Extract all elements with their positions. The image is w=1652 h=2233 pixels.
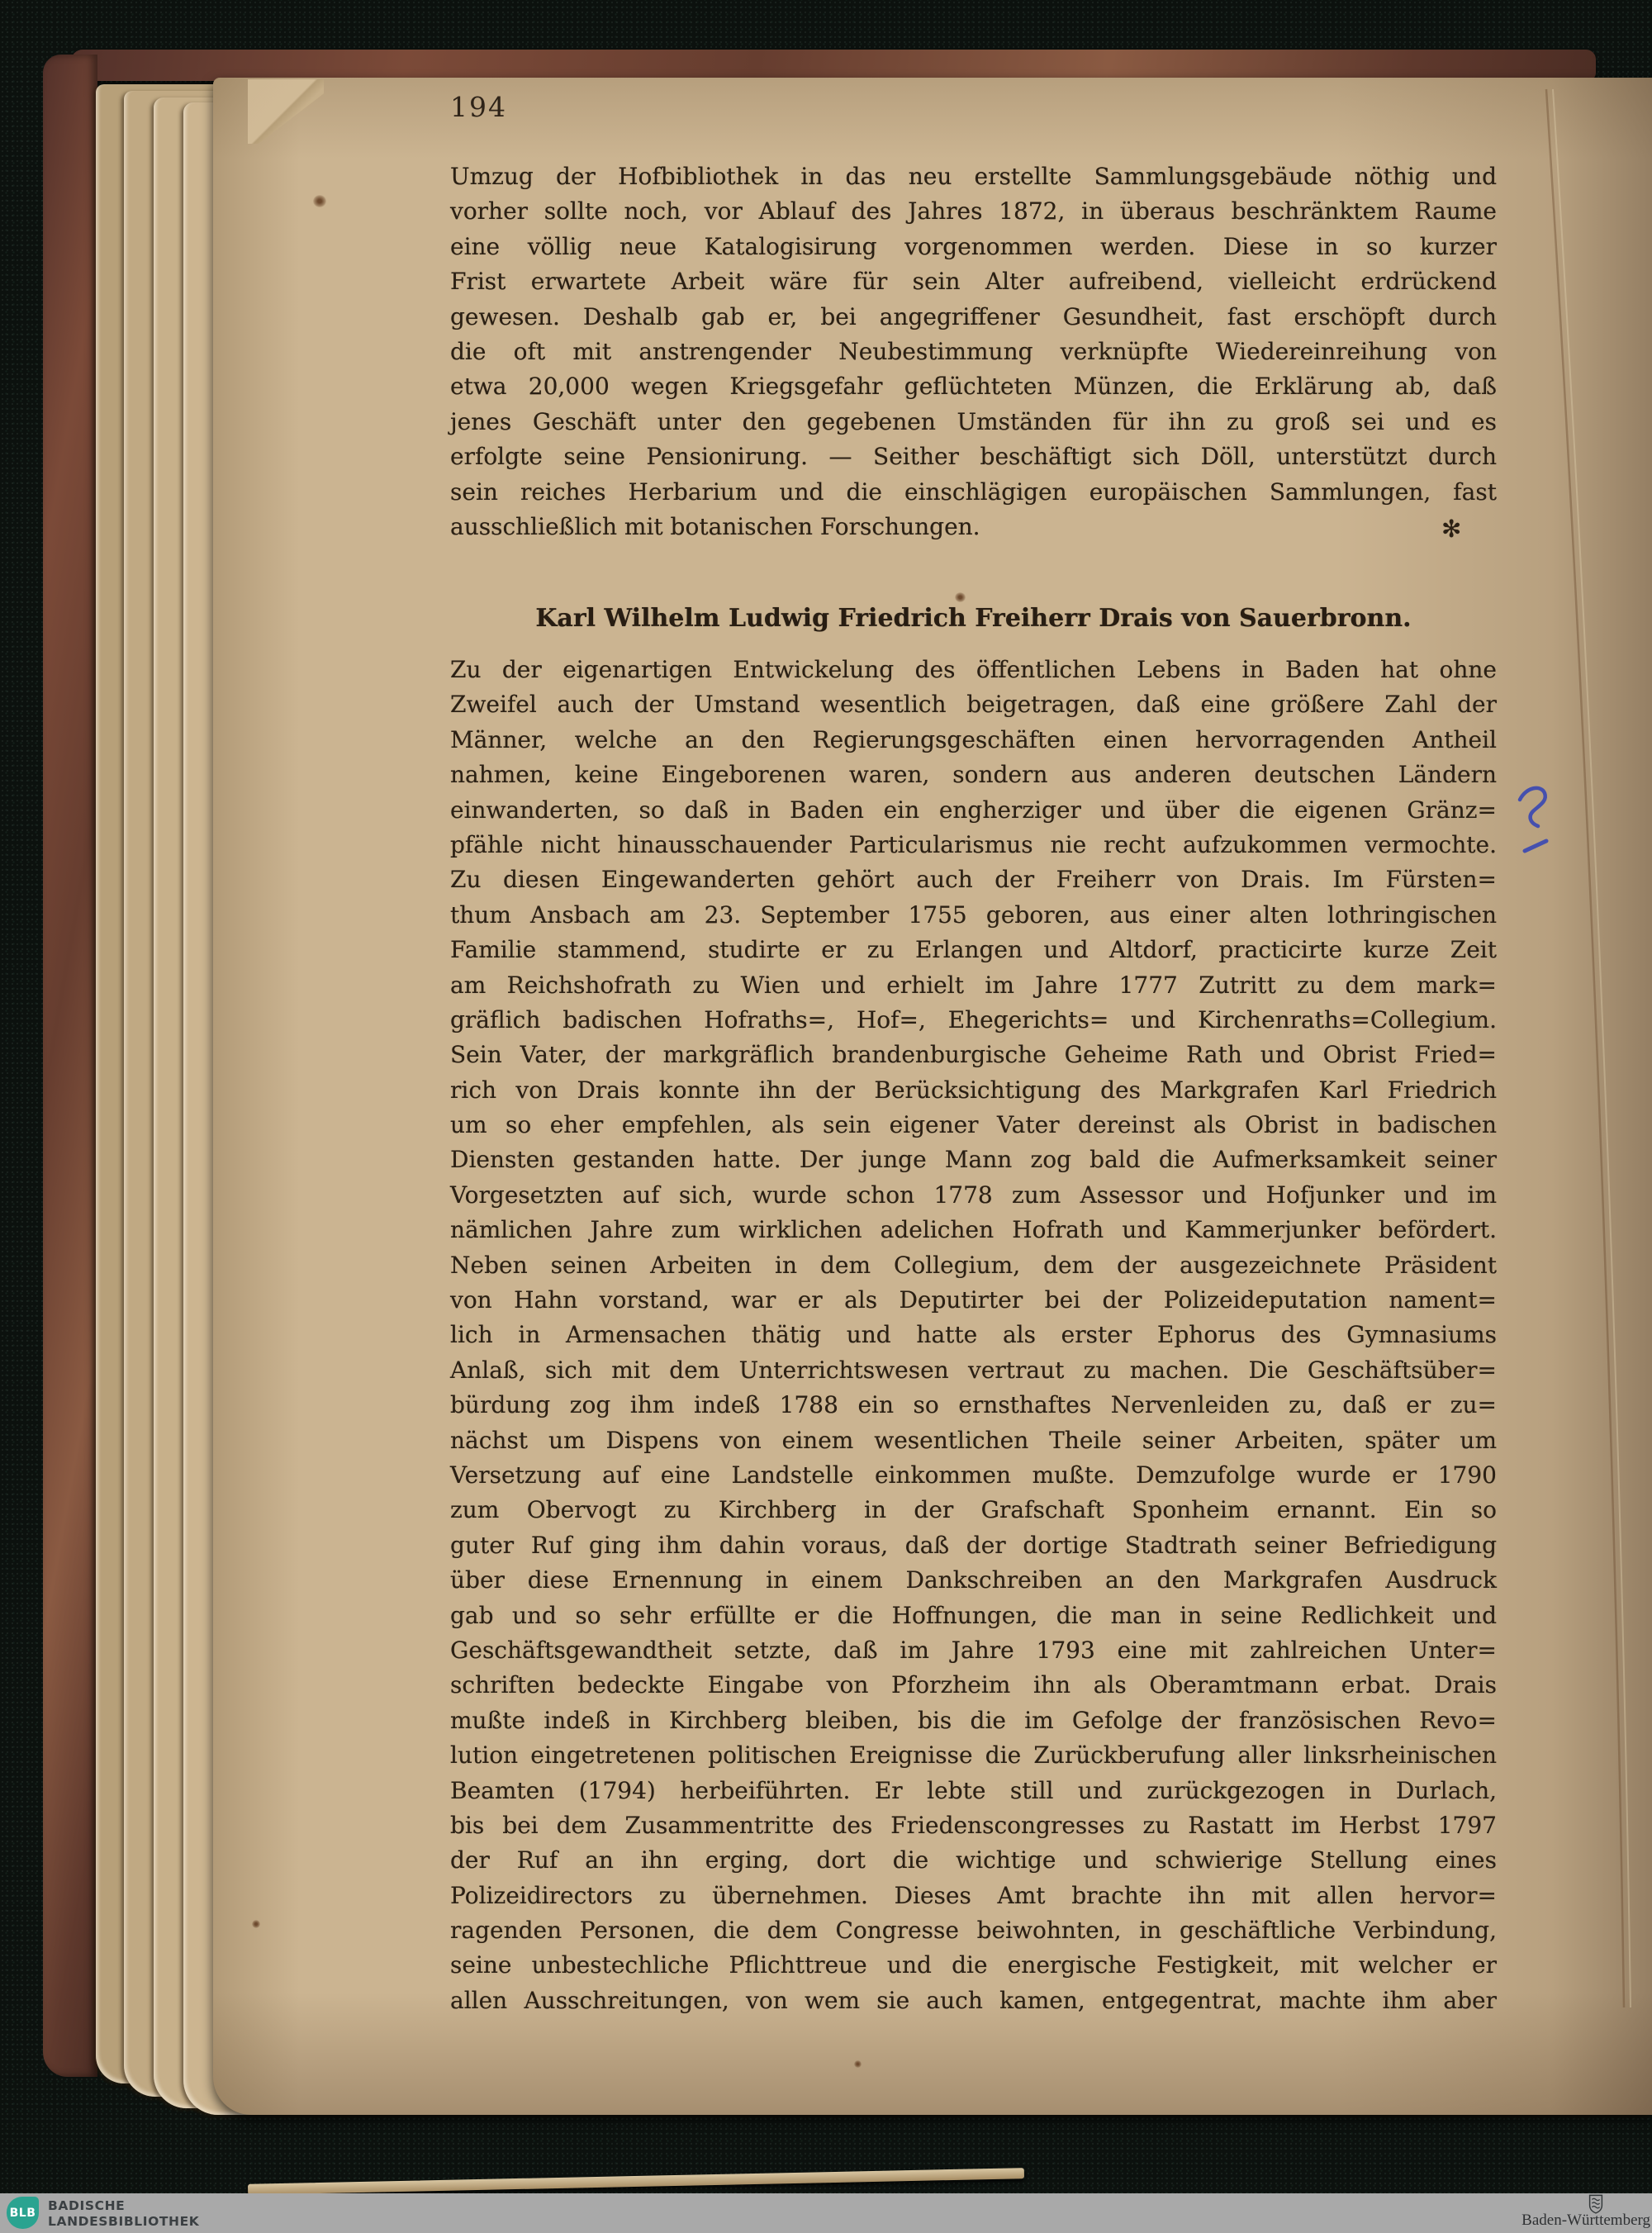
library-name-line2: LANDESBIBLIOTHEK [48, 2214, 200, 2229]
text-line: sein reiches Herbarium und die einschlägigen europäischen Sammlungen, fast [450, 477, 1497, 506]
library-name-line1: BADISCHE [48, 2198, 126, 2213]
text-line: guter Ruf ging ihm dahin voraus, daß der dortige Stadtrath seiner Befriedigung [450, 1531, 1497, 1559]
text-line: vorher sollte noch, vor Ablauf des Jahres 1872, in überaus beschränktem Raume [450, 197, 1497, 226]
text-line: zum Obervogt zu Kirchberg in der Grafschaft Sponheim ernannt. Ein so [450, 1496, 1497, 1524]
text-line: Versetzung auf eine Landstelle einkommen mußte. Demzufolge wurde er 1790 [450, 1461, 1497, 1489]
text-line: Beamten (1794) herbeiführten. Er lebte still und zurückgezogen in Durlach, [450, 1776, 1497, 1804]
library-name [48, 2198, 199, 2230]
text-line: am Reichshofrath zu Wien und erhielt im Jahre 1777 Zutritt zu dem mark= [450, 971, 1497, 999]
underlying-page-edge [248, 2168, 1024, 2195]
book-cover-leather-top-edge [71, 50, 1596, 81]
foxing-spot [313, 195, 326, 207]
text-line: Anlaß, sich mit dem Unterrichtswesen vertraut zu machen. Die Geschäftsüber= [450, 1356, 1497, 1384]
section-heading: Karl Wilhelm Ludwig Friedrich Freiherr Drais von Sauerbronn. [535, 604, 1412, 633]
text-line: jenes Geschäft unter den gegebenen Umständen für ihn zu groß sei und es [450, 407, 1497, 435]
text-line: eine völlig neue Katalogisirung vorgenommen werden. Diese in so kurzer [450, 232, 1497, 260]
paragraph-continuation [450, 159, 1497, 510]
text-line: bürdung zog ihm indeß 1788 ein so ernsthaftes Nervenleiden zu, daß er zu= [450, 1391, 1497, 1419]
foxing-spot [854, 2060, 862, 2068]
text-line: seine unbestechliche Pflichttreue und die energische Festigkeit, mit welcher er [450, 1951, 1497, 1979]
region-name: Baden-Württemberg [1521, 2212, 1650, 2229]
text-line: erfolgte seine Pensionirung. — Seither beschäftigt sich Döll, unterstützt durch [450, 443, 1497, 471]
text-line: gräflich badischen Hofraths=, Hof=, Ehegerichts= und Kirchenraths=Collegium. [450, 1005, 1497, 1033]
blb-library-logo [7, 2197, 39, 2229]
text-line: thum Ansbach am 23. September 1755 geboren, aus einer alten lothringischen [450, 900, 1497, 929]
text-line: ragenden Personen, die dem Congresse beiwohnten, in geschäftliche Verbindung, [450, 1917, 1497, 1945]
text-line: gab und so sehr erfüllte er die Hoffnungen, die man in seine Redlichkeit und [450, 1601, 1497, 1629]
text-line: um so eher empfehlen, als sein eigener Vater dereinst als Obrist in badischen [450, 1111, 1497, 1139]
text-line: ausschließlich mit botanischen Forschungen. [450, 513, 980, 540]
text-line: die oft mit anstrengender Neubestimmung verknüpfte Wiedereinreihung von [450, 337, 1497, 365]
text-line: Frist erwartete Arbeit wäre für sein Alter aufreibend, vielleicht erdrückend [450, 268, 1497, 296]
text-line: etwa 20,000 wegen Kriegsgefahr geflüchteten Münzen, die Erklärung ab, daß [450, 373, 1497, 401]
text-line: nächst um Dispens von einem wesentlichen Theile seiner Arbeiten, später um [450, 1426, 1497, 1454]
text-line: Vorgesetzten auf sich, wurde schon 1778 zum Assessor und Hofjunker und im [450, 1181, 1497, 1209]
text-line: Männer, welche an den Regierungsgeschäften einen hervorragenden Antheil [450, 725, 1497, 753]
viewer-footer-band [0, 2193, 1652, 2233]
book-cover-leather-left-edge [43, 55, 97, 2077]
text-line: lution eingetretenen politischen Ereignisse die Zurückberufung aller linksrheinischen [450, 1741, 1497, 1770]
text-line: Zu diesen Eingewanderten gehört auch der Freiherr von Drais. Im Fürsten= [450, 866, 1497, 894]
text-line: Diensten gestanden hatte. Der junge Mann zog bald die Aufmerksamkeit seiner [450, 1146, 1497, 1174]
text-line: nämlichen Jahre zum wirklichen adelichen Hofrath und Kammerjunker befördert. [450, 1216, 1497, 1244]
text-line: schriften bedeckte Eingabe von Pforzheim ihn als Oberamtmann erbat. Drais [450, 1671, 1497, 1699]
text-line: Zweifel auch der Umstand wesentlich beigetragen, daß eine größere Zahl der [450, 691, 1497, 719]
text-line: über diese Ernennung in einem Dankschreiben an den Markgrafen Ausdruck [450, 1566, 1497, 1594]
paragraph-body [450, 653, 1497, 2018]
text-line: Polizeidirectors zu übernehmen. Dieses Amt brachte ihn mit allen hervor= [450, 1881, 1497, 1909]
text-line: pfähle nicht hinausschauender Particularismus nie recht aufzukommen vermochte. [450, 830, 1497, 858]
text-line: Sein Vater, der markgräflich brandenburgische Geheime Rath und Obrist Fried= [450, 1041, 1497, 1069]
printer-ornament-icon: ✻ [1441, 515, 1462, 543]
text-line: Familie stammend, studirte er zu Erlangen und Altdorf, practicirte kurze Zeit [450, 936, 1497, 964]
text-line: Umzug der Hofbibliothek in das neu erstellte Sammlungsgebäude nöthig und [450, 163, 1497, 190]
text-line: Zu der eigenartigen Entwickelung des öffentlichen Lebens in Baden hat ohne [450, 656, 1497, 683]
text-line: nahmen, keine Eingeborenen waren, sondern aus anderen deutschen Ländern [450, 761, 1497, 789]
page-number: 194 [450, 91, 507, 123]
foxing-spot [252, 1920, 260, 1928]
text-line: mußte indeß in Kirchberg bleiben, bis die im Gefolge der französischen Revo= [450, 1706, 1497, 1734]
text-line: rich von Drais konnte ihn der Berücksichtigung des Markgrafen Karl Friedrich [450, 1076, 1497, 1104]
text-line: Neben seinen Arbeiten in dem Collegium, dem der ausgezeichnete Präsident [450, 1251, 1497, 1279]
blb-logo-text: BLB [9, 2206, 36, 2220]
paragraph-continuation-last-line [450, 510, 1497, 544]
text-line: einwanderten, so daß in Baden ein engherziger und über die eigenen Gränz= [450, 796, 1497, 824]
text-line: Geschäftsgewandtheit setzte, daß im Jahre 1793 eine mit zahlreichen Unter= [450, 1636, 1497, 1664]
text-line: allen Ausschreitungen, von wem sie auch kamen, entgegentrat, machte ihm aber [450, 1986, 1497, 2014]
text-line: bis bei dem Zusammentritte des Friedenscongresses zu Rastatt im Herbst 1797 [450, 1811, 1497, 1839]
text-line: von Hahn vorstand, war er als Deputirter bei der Polizeideputation nament= [450, 1286, 1497, 1314]
text-line: der Ruf an ihn erging, dort die wichtige und schwierige Stellung eines [450, 1846, 1497, 1874]
text-line: lich in Armensachen thätig und hatte als erster Ephorus des Gymnasiums [450, 1321, 1497, 1349]
text-line: gewesen. Deshalb gab er, bei angegriffener Gesundheit, fast erschöpft durch [450, 302, 1497, 330]
